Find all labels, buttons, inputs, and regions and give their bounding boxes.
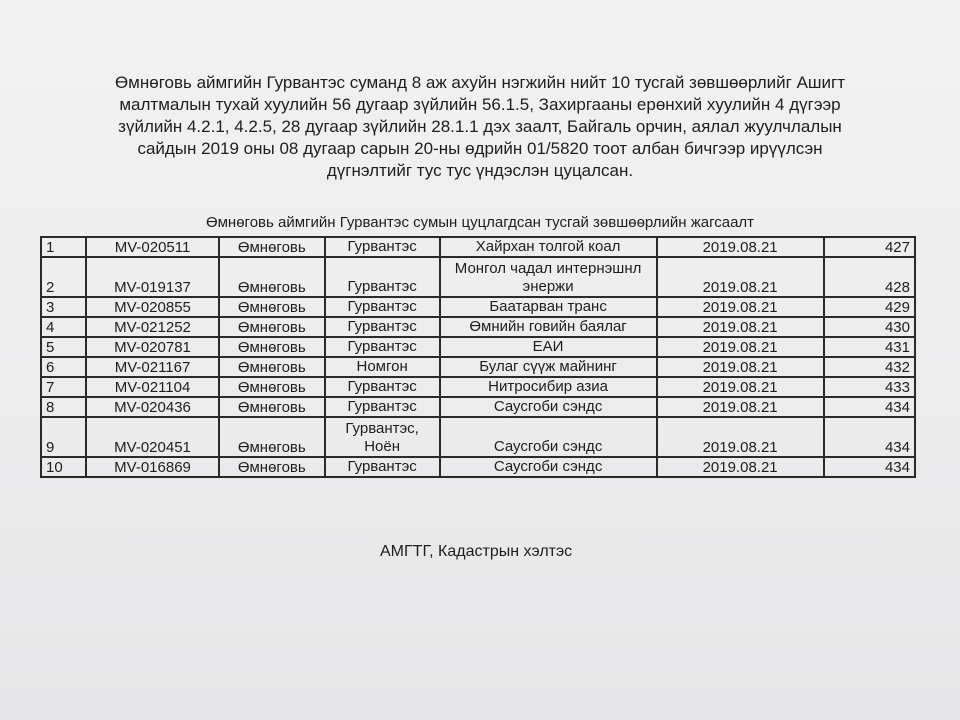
aimag-name [219, 357, 325, 377]
sum-name-text: Гурвантэс [347, 338, 417, 355]
revocation-date [657, 397, 824, 417]
aimag-name [219, 417, 325, 457]
company-name-text: Монгол чадал интернэшнл [454, 260, 642, 277]
revocation-date-text: 2019.08.21 [702, 359, 778, 376]
intro-line: малтмалын тухай хуулийн 56 дугаар зүйлийн 56.1.5, Захиргааны ерөнхий хуулийн 4 дүгээр [119, 95, 841, 114]
row-number-text: 2 [46, 279, 55, 296]
row-number [41, 337, 86, 357]
license-number-text: MV-019137 [114, 279, 191, 296]
order-number-text: 434 [884, 399, 910, 416]
order-number [824, 337, 915, 357]
aimag-name [219, 237, 325, 257]
company-name-text: Саусгоби сэндс [493, 398, 603, 415]
order-number [824, 417, 915, 457]
license-number [86, 457, 219, 477]
aimag-name [219, 457, 325, 477]
revocation-date-text: 2019.08.21 [702, 399, 778, 416]
revocation-date-text: 2019.08.21 [702, 459, 778, 476]
order-number [824, 357, 915, 377]
revocation-date [657, 357, 824, 377]
license-number [86, 297, 219, 317]
table-row [41, 317, 915, 337]
row-number-text: 8 [46, 399, 55, 416]
sum-name [325, 337, 440, 357]
company-name-text: энержи [522, 278, 574, 295]
table-row [41, 257, 915, 297]
order-number [824, 257, 915, 297]
company-name [440, 257, 657, 297]
revocation-date [657, 457, 824, 477]
revocation-date-text: 2019.08.21 [702, 279, 778, 296]
sum-name [325, 357, 440, 377]
company-name-text: Булаг сүүж майнинг [479, 358, 617, 375]
license-number-text: MV-020855 [114, 299, 191, 316]
row-number-text: 10 [46, 459, 63, 476]
table-row [41, 417, 915, 457]
sum-name-text: Гурвантэс, [345, 420, 419, 437]
row-number [41, 397, 86, 417]
table-row [41, 377, 915, 397]
sum-name-text: Ноён [364, 438, 401, 455]
revocation-date-text: 2019.08.21 [702, 319, 778, 336]
row-number [41, 377, 86, 397]
row-number-text: 7 [46, 379, 55, 396]
revocation-date [657, 337, 824, 357]
company-name [440, 377, 657, 397]
revocation-date [657, 417, 824, 457]
company-name [440, 397, 657, 417]
row-number-text: 3 [46, 299, 55, 316]
license-number-text: MV-020436 [114, 399, 191, 416]
sum-name-text: Гурвантэс [347, 318, 417, 335]
company-name [440, 357, 657, 377]
order-number [824, 397, 915, 417]
intro-line: дүгнэлтийг тус тус үндэслэн цуцалсан. [326, 161, 634, 180]
sum-name-text: Гурвантэс [347, 278, 417, 295]
license-number-text: MV-021104 [114, 379, 191, 396]
table-row [41, 297, 915, 317]
sum-name [325, 317, 440, 337]
license-number-text: MV-021252 [114, 319, 191, 336]
company-name-text: Баатарван транс [489, 298, 607, 315]
company-name-text: Саусгоби сэндс [493, 458, 603, 475]
table-row [41, 397, 915, 417]
revocation-date-text: 2019.08.21 [702, 239, 778, 256]
revocation-date [657, 377, 824, 397]
order-number-text: 428 [884, 279, 910, 296]
license-number [86, 377, 219, 397]
sum-name [325, 457, 440, 477]
permits-table-body [41, 237, 915, 477]
revocation-date [657, 257, 824, 297]
license-number [86, 257, 219, 297]
permits-table [40, 236, 916, 478]
revocation-date-text: 2019.08.21 [702, 339, 778, 356]
aimag-name [219, 317, 325, 337]
order-number-text: 434 [884, 439, 910, 456]
company-name [440, 337, 657, 357]
row-number-text: 9 [46, 439, 55, 456]
sum-name [325, 417, 440, 457]
sum-name [325, 257, 440, 297]
table-row [41, 457, 915, 477]
order-number-text: 433 [884, 379, 910, 396]
row-number [41, 357, 86, 377]
company-name-text: Нитросибир азиа [488, 378, 609, 395]
row-number-text: 1 [46, 239, 55, 256]
order-number-text: 434 [884, 459, 910, 476]
revocation-date [657, 317, 824, 337]
sum-name-text: Гурвантэс [347, 398, 417, 415]
license-number [86, 317, 219, 337]
aimag-name-text: Өмнөговь [237, 239, 306, 256]
intro-line: Өмнөговь аймгийн Гурвантэс суманд 8 аж ахуйн нэгжийн нийт 10 тусгай зөвшөөрлийг Ашигт [114, 73, 846, 92]
intro-line: зүйлийн 4.2.1, 4.2.5, 28 дугаар зүйлийн 28.1.1 дэх заалт, Байгаль орчин, аялал жуулчлалын [118, 117, 842, 136]
company-name [440, 417, 657, 457]
aimag-name [219, 297, 325, 317]
aimag-name [219, 257, 325, 297]
sum-name-text: Номгон [356, 358, 408, 375]
aimag-name-text: Өмнөговь [237, 459, 306, 476]
order-number [824, 317, 915, 337]
aimag-name [219, 397, 325, 417]
intro-line: сайдын 2019 оны 08 дугаар сарын 20-ны өдрийн 01/5820 тоот албан бичгээр ирүүлсэн [137, 139, 823, 158]
license-number-text: MV-021167 [114, 359, 191, 376]
row-number [41, 417, 86, 457]
sum-name [325, 377, 440, 397]
aimag-name-text: Өмнөговь [237, 299, 306, 316]
license-number [86, 237, 219, 257]
table-row [41, 357, 915, 377]
row-number [41, 237, 86, 257]
footer-signature: АМГТГ, Кадастрын хэлтэс [380, 543, 573, 560]
sum-name [325, 237, 440, 257]
row-number [41, 297, 86, 317]
order-number-text: 431 [884, 339, 910, 356]
company-name-text: ЕАИ [532, 338, 564, 355]
company-name-text: Хайрхан толгой коал [475, 238, 621, 255]
table-row [41, 237, 915, 257]
license-number-text: MV-020781 [114, 339, 191, 356]
sum-name [325, 397, 440, 417]
aimag-name-text: Өмнөговь [237, 399, 306, 416]
aimag-name-text: Өмнөговь [237, 339, 306, 356]
company-name [440, 297, 657, 317]
row-number [41, 317, 86, 337]
aimag-name-text: Өмнөговь [237, 359, 306, 376]
order-number-text: 432 [884, 359, 910, 376]
revocation-date-text: 2019.08.21 [702, 439, 778, 456]
license-number-text: MV-016869 [114, 459, 191, 476]
sum-name-text: Гурвантэс [347, 238, 417, 255]
sum-name [325, 297, 440, 317]
revocation-date [657, 237, 824, 257]
aimag-name-text: Өмнөговь [237, 279, 306, 296]
row-number [41, 257, 86, 297]
aimag-name-text: Өмнөговь [237, 379, 306, 396]
revocation-date [657, 297, 824, 317]
company-name [440, 457, 657, 477]
license-number [86, 337, 219, 357]
order-number [824, 457, 915, 477]
row-number-text: 6 [46, 359, 55, 376]
revocation-date-text: 2019.08.21 [702, 299, 778, 316]
order-number [824, 297, 915, 317]
company-name [440, 237, 657, 257]
license-number [86, 397, 219, 417]
revocation-date-text: 2019.08.21 [702, 379, 778, 396]
company-name-text: Өмнийн говийн баялаг [469, 318, 627, 335]
company-name-text: Саусгоби сэндс [493, 438, 603, 455]
license-number [86, 417, 219, 457]
company-name [440, 317, 657, 337]
sum-name-text: Гурвантэс [347, 458, 417, 475]
aimag-name [219, 377, 325, 397]
table-title: Өмнөговь аймгийн Гурвантэс сумын цуцлагдсан тусгай зөвшөөрлийн жагсаалт [205, 214, 755, 231]
aimag-name-text: Өмнөговь [237, 319, 306, 336]
sum-name-text: Гурвантэс [347, 378, 417, 395]
license-number [86, 357, 219, 377]
table-row [41, 337, 915, 357]
aimag-name-text: Өмнөговь [237, 439, 306, 456]
row-number [41, 457, 86, 477]
intro-paragraph [80, 72, 880, 182]
sum-name-text: Гурвантэс [347, 298, 417, 315]
row-number-text: 4 [46, 319, 55, 336]
row-number-text: 5 [46, 339, 55, 356]
order-number-text: 429 [884, 299, 910, 316]
order-number-text: 430 [884, 319, 910, 336]
license-number-text: MV-020451 [114, 439, 191, 456]
aimag-name [219, 337, 325, 357]
order-number [824, 377, 915, 397]
order-number-text: 427 [884, 239, 910, 256]
license-number-text: MV-020511 [114, 239, 191, 256]
order-number [824, 237, 915, 257]
